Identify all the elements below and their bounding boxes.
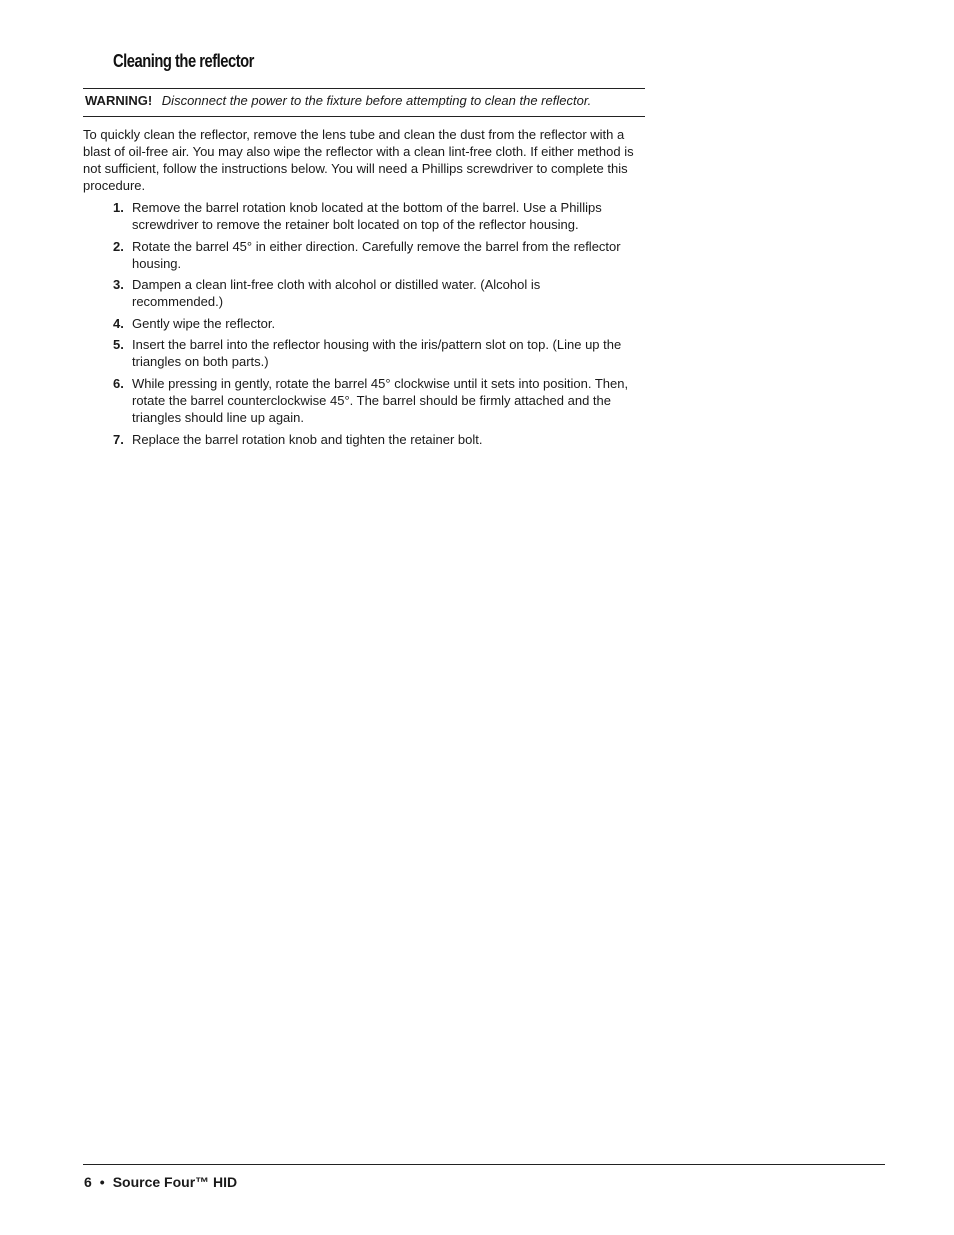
step-text: While pressing in gently, rotate the barrel 45° clockwise until it sets into position. Then, rotate the barrel counterclockwise 45°. The barrel should be firmly attached and the triangles should line up again. — [132, 375, 629, 426]
step-number: 2. — [113, 238, 124, 254]
page-footer — [84, 1174, 237, 1190]
steps-list — [113, 199, 633, 452]
warning-text: Disconnect the power to the fixture before attempting to clean the reflector. — [161, 93, 592, 108]
list-item — [113, 336, 633, 371]
step-text: Dampen a clean lint-free cloth with alcohol or distilled water. (Alcohol is recommended.) — [132, 277, 541, 310]
list-item — [113, 315, 633, 332]
list-item — [113, 375, 633, 427]
list-item — [113, 238, 633, 273]
warning-label: WARNING! — [85, 93, 153, 108]
step-number: 5. — [113, 337, 124, 353]
warning-box — [85, 93, 655, 109]
product-name: Source Four™ HID — [112, 1174, 238, 1190]
intro-paragraph: To quickly clean the reflector, remove the lens tube and clean the dust from the reflector with a blast of oil-free air. You may also wipe the reflector with a clean lint-free cloth. If either method is not sufficient, follow the instructions below. You will need a Phillips screwdriver to complete this procedure. — [83, 127, 634, 193]
step-number: 3. — [113, 277, 124, 293]
step-text: Gently wipe the reflector. — [132, 315, 276, 331]
step-text: Remove the barrel rotation knob located at the bottom of the barrel. Use a Phillips screwdriver to remove the retainer bolt located on top of the reflector housing. — [132, 200, 602, 233]
list-item — [113, 276, 633, 311]
step-number: 4. — [113, 315, 124, 331]
list-item — [113, 431, 633, 448]
page-number: 6 — [84, 1174, 92, 1190]
step-text: Rotate the barrel 45° in either direction. Carefully remove the barrel from the reflector housing. — [132, 238, 621, 271]
step-number: 1. — [113, 200, 124, 215]
warning-bottom-rule — [83, 116, 645, 117]
warning-top-rule — [83, 88, 645, 89]
step-text: Replace the barrel rotation knob and tighten the retainer bolt. — [132, 431, 483, 447]
section-title: Cleaning the reflector — [113, 51, 254, 71]
footer-separator: • — [99, 1174, 105, 1190]
footer-rule — [83, 1164, 885, 1165]
step-text: Insert the barrel into the reflector housing with the iris/pattern slot on top. (Line up the triangles on both parts.) — [132, 337, 622, 370]
step-number: 6. — [113, 375, 124, 391]
step-number: 7. — [113, 431, 124, 447]
list-item — [113, 199, 633, 234]
